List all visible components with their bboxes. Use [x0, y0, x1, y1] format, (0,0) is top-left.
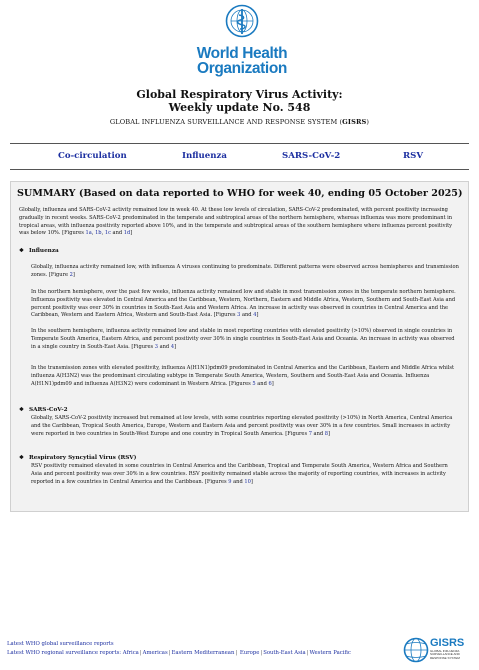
nav-link-sars-cov-2[interactable]: SARS-CoV-2 [282, 151, 341, 161]
influenza-heading: ❖ Influenza [19, 248, 59, 254]
gisrs-logo [403, 634, 475, 666]
sars-cov-2-heading: ❖ SARS-CoV-2 [19, 407, 68, 413]
footer [7, 640, 351, 658]
nav-link-influenza[interactable]: Influenza [182, 151, 227, 161]
figure-link-3[interactable]: 3 [237, 312, 241, 319]
regional-reports-label: Latest WHO regional surveillance reports: [7, 650, 123, 656]
globe-icon [403, 636, 429, 664]
nav-link-rsv[interactable]: RSV [403, 151, 424, 161]
org-name-line1: World Health [196, 45, 288, 62]
rsv-heading: ❖ Respiratory Syncytial Virus (RSV) [19, 455, 137, 461]
gisrs-logo-subtext: GLOBAL INFLUENZA SURVEILLANCE AND RESPONSE SYSTEM [430, 649, 460, 660]
figure-link-1b[interactable]: 1b [95, 230, 102, 237]
sars-cov-2-paragraph: Globally, SARS-CoV-2 positivity increased but remained at low levels, with some countries reporting elevated positivity (>10%) in North America, Central America and the Caribbean, Tropical South America, Europe, Western and Eastern Asia and percent positivity was over 30% in a few countries. Small increases in activity were reported in two countries in South-West Europe and one country in Tropical South America. [Figures 7 and 8] [31, 415, 453, 437]
region-link-western-pacific[interactable]: Western Pacific [309, 650, 351, 656]
diamond-bullet-icon: ❖ [19, 407, 25, 413]
region-link-south-east-asia[interactable]: South-East Asia [263, 650, 306, 656]
figure-link-2[interactable]: 2 [69, 271, 73, 278]
influenza-paragraph-1: Globally, influenza activity remained low, with influenza A viruses continuing to predominate. Different patterns were observed across hemispheres and transmission zones. [Figure 2] [31, 264, 459, 278]
figure-link-1a[interactable]: 1a [85, 230, 92, 237]
page-title-line1: Global Respiratory Virus Activity: [136, 88, 343, 101]
figure-link-8[interactable]: 8 [324, 430, 329, 437]
nav-link-co-circulation[interactable]: Co-circulation [58, 151, 127, 161]
figure-link-4[interactable]: 4 [170, 343, 175, 350]
global-reports-link[interactable]: Latest WHO global surveillance reports [7, 641, 114, 647]
region-link-americas[interactable]: Americas [142, 650, 168, 656]
gisrs-abbr: GISRS [342, 118, 367, 126]
figure-link-7[interactable]: 7 [308, 430, 312, 437]
org-name-line2: Organization [197, 60, 287, 77]
summary-box [10, 181, 469, 512]
diamond-bullet-icon: ❖ [19, 455, 25, 461]
regional-reports-line: Latest WHO regional surveillance reports: Africa|Americas|Eastern Mediterranean| Europe|South-East Asia|Western Pacific [7, 650, 351, 656]
gisrs-logo-text: GISRS [430, 637, 465, 649]
figure-link-1c[interactable]: 1c [104, 230, 111, 237]
figure-link-3[interactable]: 3 [154, 343, 158, 350]
region-link-europe[interactable]: Europe [239, 650, 260, 656]
rsv-paragraph: RSV positivity remained elevated in some countries in Central America and the Caribbean, Tropical and Temperate South America, Western Africa and Southern Asia and percent positivity was over 30% in a few countries. RSV positivity remained stable across the majority of reporting countries, with increases in activity reported in a few countries in Central America and the Caribbean. [Figures 9 and 10] [31, 463, 448, 485]
summary-heading: SUMMARY (Based on data reported to WHO for week 40, ending 05 October 2025) [17, 188, 463, 199]
influenza-paragraph-3: In the southern hemisphere, influenza activity remained low and stable in most reporting countries with elevated positivity (>10%) observed in single countries in Temperate South America, Eastern Africa, and percent positivity over 30% in single countries in South-East Asia and Oceania. An increase in activity was observed in a single country in South-East Asia. [Figures 3 and 4] [31, 328, 455, 350]
who-logo [196, 4, 288, 96]
page-title-line2: Weekly update No. 548 [168, 101, 311, 114]
summary-intro: Globally, influenza and SARS-CoV-2 activity remained low in week 40. At these low levels of circulation, SARS-CoV-2 predominated, with percent positivity increasing gradually in recent weeks. SARS-CoV-2 predominated in the temperate and subtropical areas of the northern hemisphere, whereas influenza was more predominant in tropical areas, with influenza positivity reported above 10%, and in the temperate and subtropical areas of the southern hemisphere where influenza percent positivity was below 10%. [Figures 1a, 1b, 1c and 1d] [19, 207, 453, 237]
figure-link-10[interactable]: 10 [244, 478, 251, 485]
system-subtitle: GLOBAL INFLUENZA SURVEILLANCE AND RESPONSE SYSTEM (GISRS) [109, 118, 370, 126]
figure-link-1d[interactable]: 1d [123, 230, 131, 237]
who-emblem-icon [225, 4, 259, 38]
influenza-paragraph-4: In the transmission zones with elevated positivity, influenza A(H1N1)pdm09 predominated in Central America and the Caribbean, Eastern and Middle Africa whilst influenza A(H3N2) was the predominant circulating subtype in Temperate South America, Western, Southern and South-East Asia and Oceania. Influenza A(H1N1)pdm09 and influenza A(H3N2) were codominant in Western Africa. [Figures 5 and 6] [31, 365, 455, 387]
diamond-bullet-icon: ❖ [19, 248, 25, 254]
figure-link-6[interactable]: 6 [268, 380, 272, 387]
section-nav [10, 143, 469, 170]
figure-link-5[interactable]: 5 [252, 380, 256, 387]
figure-link-4[interactable]: 4 [253, 312, 257, 319]
region-link-africa[interactable]: Africa [122, 650, 139, 656]
region-link-eastern-mediterranean[interactable]: Eastern Mediterranean [171, 650, 235, 656]
influenza-paragraph-2: In the northern hemisphere, over the past few weeks, influenza activity remained low and stable in most transmission zones in the temperate northern hemisphere. Influenza positivity was elevated in Central America and the Caribbean, Western, Northern, Eastern and Middle Africa, Western, Southern and South-East Asia and percent positivity was over 30% in countries in South-East Asia and Western Africa. An increase in activity was observed in countries in Central America and the Caribbean, Western and Eastern Africa, Western and South-East Asia. [Figures 3 and 4] [31, 289, 456, 319]
figure-link-9[interactable]: 9 [228, 478, 232, 485]
